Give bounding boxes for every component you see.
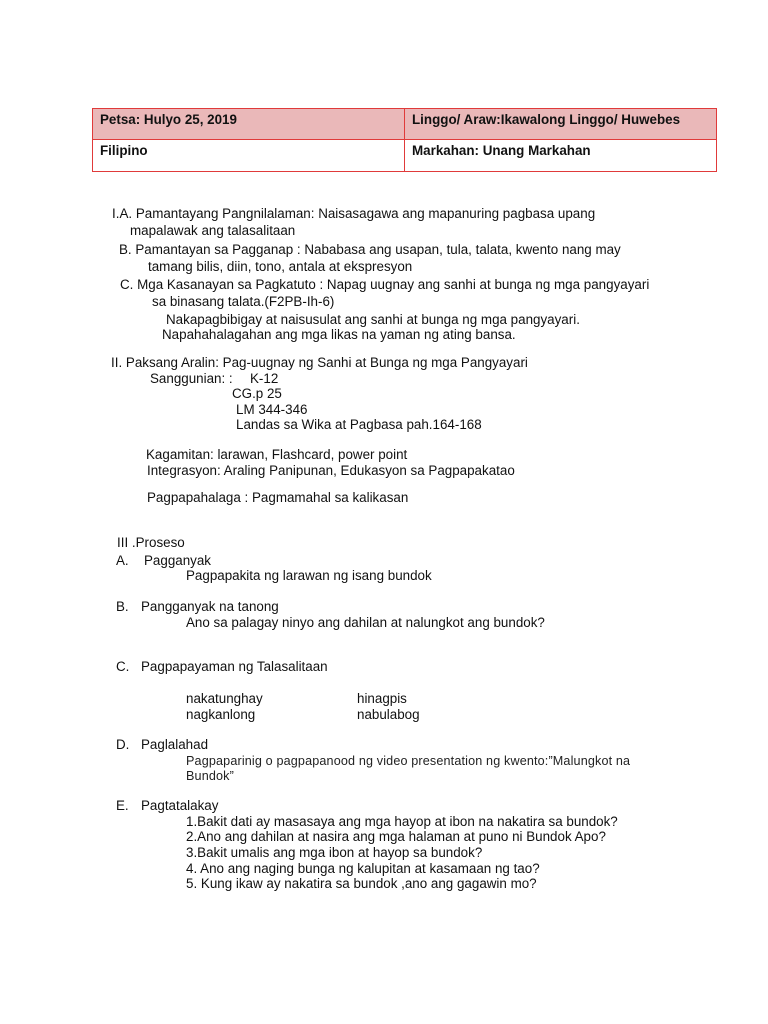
date-cell: Petsa: Hulyo 25, 2019 (93, 109, 405, 140)
performance-standard-line: tamang bilis, diin, tono, antala at ekspresyon (148, 259, 413, 274)
presentation-text: Pagpaparinig o pagpapanood ng video presentation ng kwento:”Malungkot na (186, 754, 631, 768)
presentation-text: Bundok” (186, 769, 234, 783)
item-label: B. (116, 599, 129, 614)
reference-item: CG.p 25 (232, 386, 282, 401)
week-day-cell: Linggo/ Araw:Ikawalong Linggo/ Huwebes (405, 109, 717, 140)
objective-line: Napahahalagahan ang mga likas na yaman ng ating bansa. (162, 327, 516, 342)
vocabulary-word: nabulabog (357, 707, 420, 722)
header-table (92, 108, 717, 172)
materials-line: Kagamitan: larawan, Flashcard, power point (146, 447, 408, 462)
motivation-question-text: Ano sa palagay ninyo ang dahilan at nalungkot ang bundok? (186, 615, 545, 630)
competency-line: C. Mga Kasanayan sa Pagkatuto : Napag uugnay ang sanhi at bunga ng mga pangyayari (120, 277, 650, 292)
values-line: Pagpapahalaga : Pagmamahal sa kalikasan (147, 490, 409, 505)
item-label: D. (116, 737, 130, 752)
motivation-text: Pagpapakita ng larawan ng isang bundok (186, 568, 432, 583)
header-row (93, 140, 717, 172)
vocabulary-word: hinagpis (357, 691, 407, 706)
content-standard-line: I.A. Pamantayang Pangnilalaman: Naisasagawa ang mapanuring pagbasa upang (112, 206, 596, 221)
topic-title: II. Paksang Aralin: Pag-uugnay ng Sanhi at Bunga ng mga Pangyayari (111, 355, 528, 370)
discussion-question: 4. Ano ang naging bunga ng kalupitan at kasamaan ng tao? (186, 861, 540, 876)
reference-item: Landas sa Wika at Pagbasa pah.164-168 (236, 417, 482, 432)
quarter-cell: Markahan: Unang Markahan (405, 140, 717, 172)
item-label: E. (116, 798, 129, 813)
discussion-question: 2.Ano ang dahilan at nasira ang mga halaman at puno ni Bundok Apo? (186, 829, 606, 844)
subject-cell: Filipino (93, 140, 405, 172)
vocabulary-word: nakatunghay (186, 691, 263, 706)
discussion-title: Pagtatalakay (141, 798, 219, 813)
item-label: A. (116, 553, 129, 568)
discussion-question: 1.Bakit dati ay masasaya ang mga hayop at ibon na nakatira sa bundok? (186, 814, 618, 829)
reference-item: LM 344-346 (236, 402, 308, 417)
reference-item: K-12 (250, 371, 279, 386)
vocabulary-word: nagkanlong (186, 707, 256, 722)
objective-line: Nakapagbibigay at naisusulat ang sanhi at bunga ng mga pangyayari. (166, 312, 580, 327)
integration-line: Integrasyon: Araling Panipunan, Edukasyon sa Pagpapakatao (147, 463, 515, 478)
motivation-question-title: Pangganyak na tanong (141, 599, 279, 614)
discussion-question: 3.Bakit umalis ang mga ibon at hayop sa bundok? (186, 845, 483, 860)
motivation-title: Pagganyak (144, 553, 212, 568)
process-title: III .Proseso (117, 535, 185, 550)
reference-label: Sanggunian: : (150, 371, 233, 386)
content-standard-line: mapalawak ang talasalitaan (130, 223, 296, 238)
item-label: C. (116, 659, 130, 674)
performance-standard-line: B. Pamantayan sa Pagganap : Nababasa ang usapan, tula, talata, kwento nang may (119, 242, 621, 257)
competency-line: sa binasang talata.(F2PB-Ih-6) (152, 294, 335, 309)
presentation-title: Paglalahad (141, 737, 209, 752)
vocabulary-title: Pagpapayaman ng Talasalitaan (141, 659, 328, 674)
header-row (93, 109, 717, 140)
discussion-question: 5. Kung ikaw ay nakatira sa bundok ,ano ang gagawin mo? (186, 876, 537, 891)
